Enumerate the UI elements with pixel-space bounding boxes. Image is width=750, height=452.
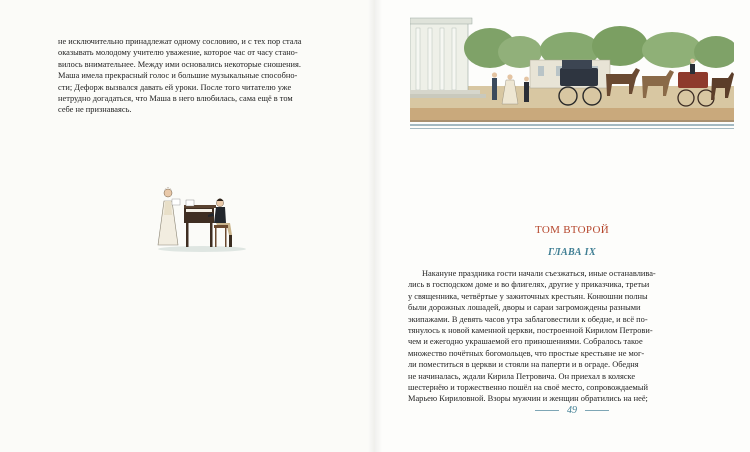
text-line: Марьею Кириловной. Взоры мужчин и женщин обратились на неё; [408,394,648,404]
text-line: экипажами. В девять часов утра заблаговестили к обедне, и всё по- [408,314,648,324]
text-line: не исключительно принадлежат одному сословию, и с тех пор стала [58,37,302,46]
page-number: 49 [567,404,577,416]
folio-rule-left [535,410,559,411]
text-line: сти; Дефорж вызвался давать ей уроки. После того читателю уже [58,82,292,92]
piano-vignette-illustration [150,165,250,255]
text-line: чем и ежегодно украшаемой его приношениями. Собралось такое [408,337,643,347]
chapter-title: ГЛАВА IX [547,247,597,258]
text-line: себе не признаваясь. [58,105,132,115]
banner-rule-bottom [410,128,734,129]
text-line: не начиналась, ждали Кирила Петровича. Он приехал в коляске [408,371,636,381]
text-line: ли поместиться в церкви и стояли на паперти и в ограде. Обедня [408,360,639,370]
text-line: Маша имела прекрасный голос и большие музыкальные способно- [58,71,298,81]
text-line: множество почётных богомольцев, что простые крестьяне не мог- [408,348,645,358]
text-line: были дорожных лошадей, дворы и сараи загромождены разными [408,303,641,313]
banner-rule-top [410,124,734,126]
page-number-footer [410,402,734,418]
text-line: вилось внимательнее. Между ими основались некоторые сношения. [58,59,301,69]
text-line: оказывать молодому учителю уважение, которое час от часу стано- [58,48,298,58]
folio-rule-right [585,410,609,411]
courtyard-carriages-illustration [410,8,734,132]
text-line: тянулось к новой каменной церкви, построенной Кирилом Петрови- [408,326,653,336]
right-page-text [408,268,728,405]
text-line: Накануне праздника гости начали съезжаться, иные останавлива- [422,269,656,278]
text-line: шестернёю и торжественно пошёл на своё место, сопровождаемый [408,383,648,393]
volume-title: ТОМ ВТОРОЙ [535,224,609,236]
text-line: у священника, четвёртые у зажиточных крестьян. Конюшни полны [408,291,648,301]
text-line: нетрудно догадаться, что Маша в него влюбилась, сама ещё в том [58,94,293,104]
book-gutter [368,0,382,452]
text-line: лись в господском доме и во флигелях, другие у приказчика, третьи [408,280,650,290]
left-page-text [58,36,346,116]
